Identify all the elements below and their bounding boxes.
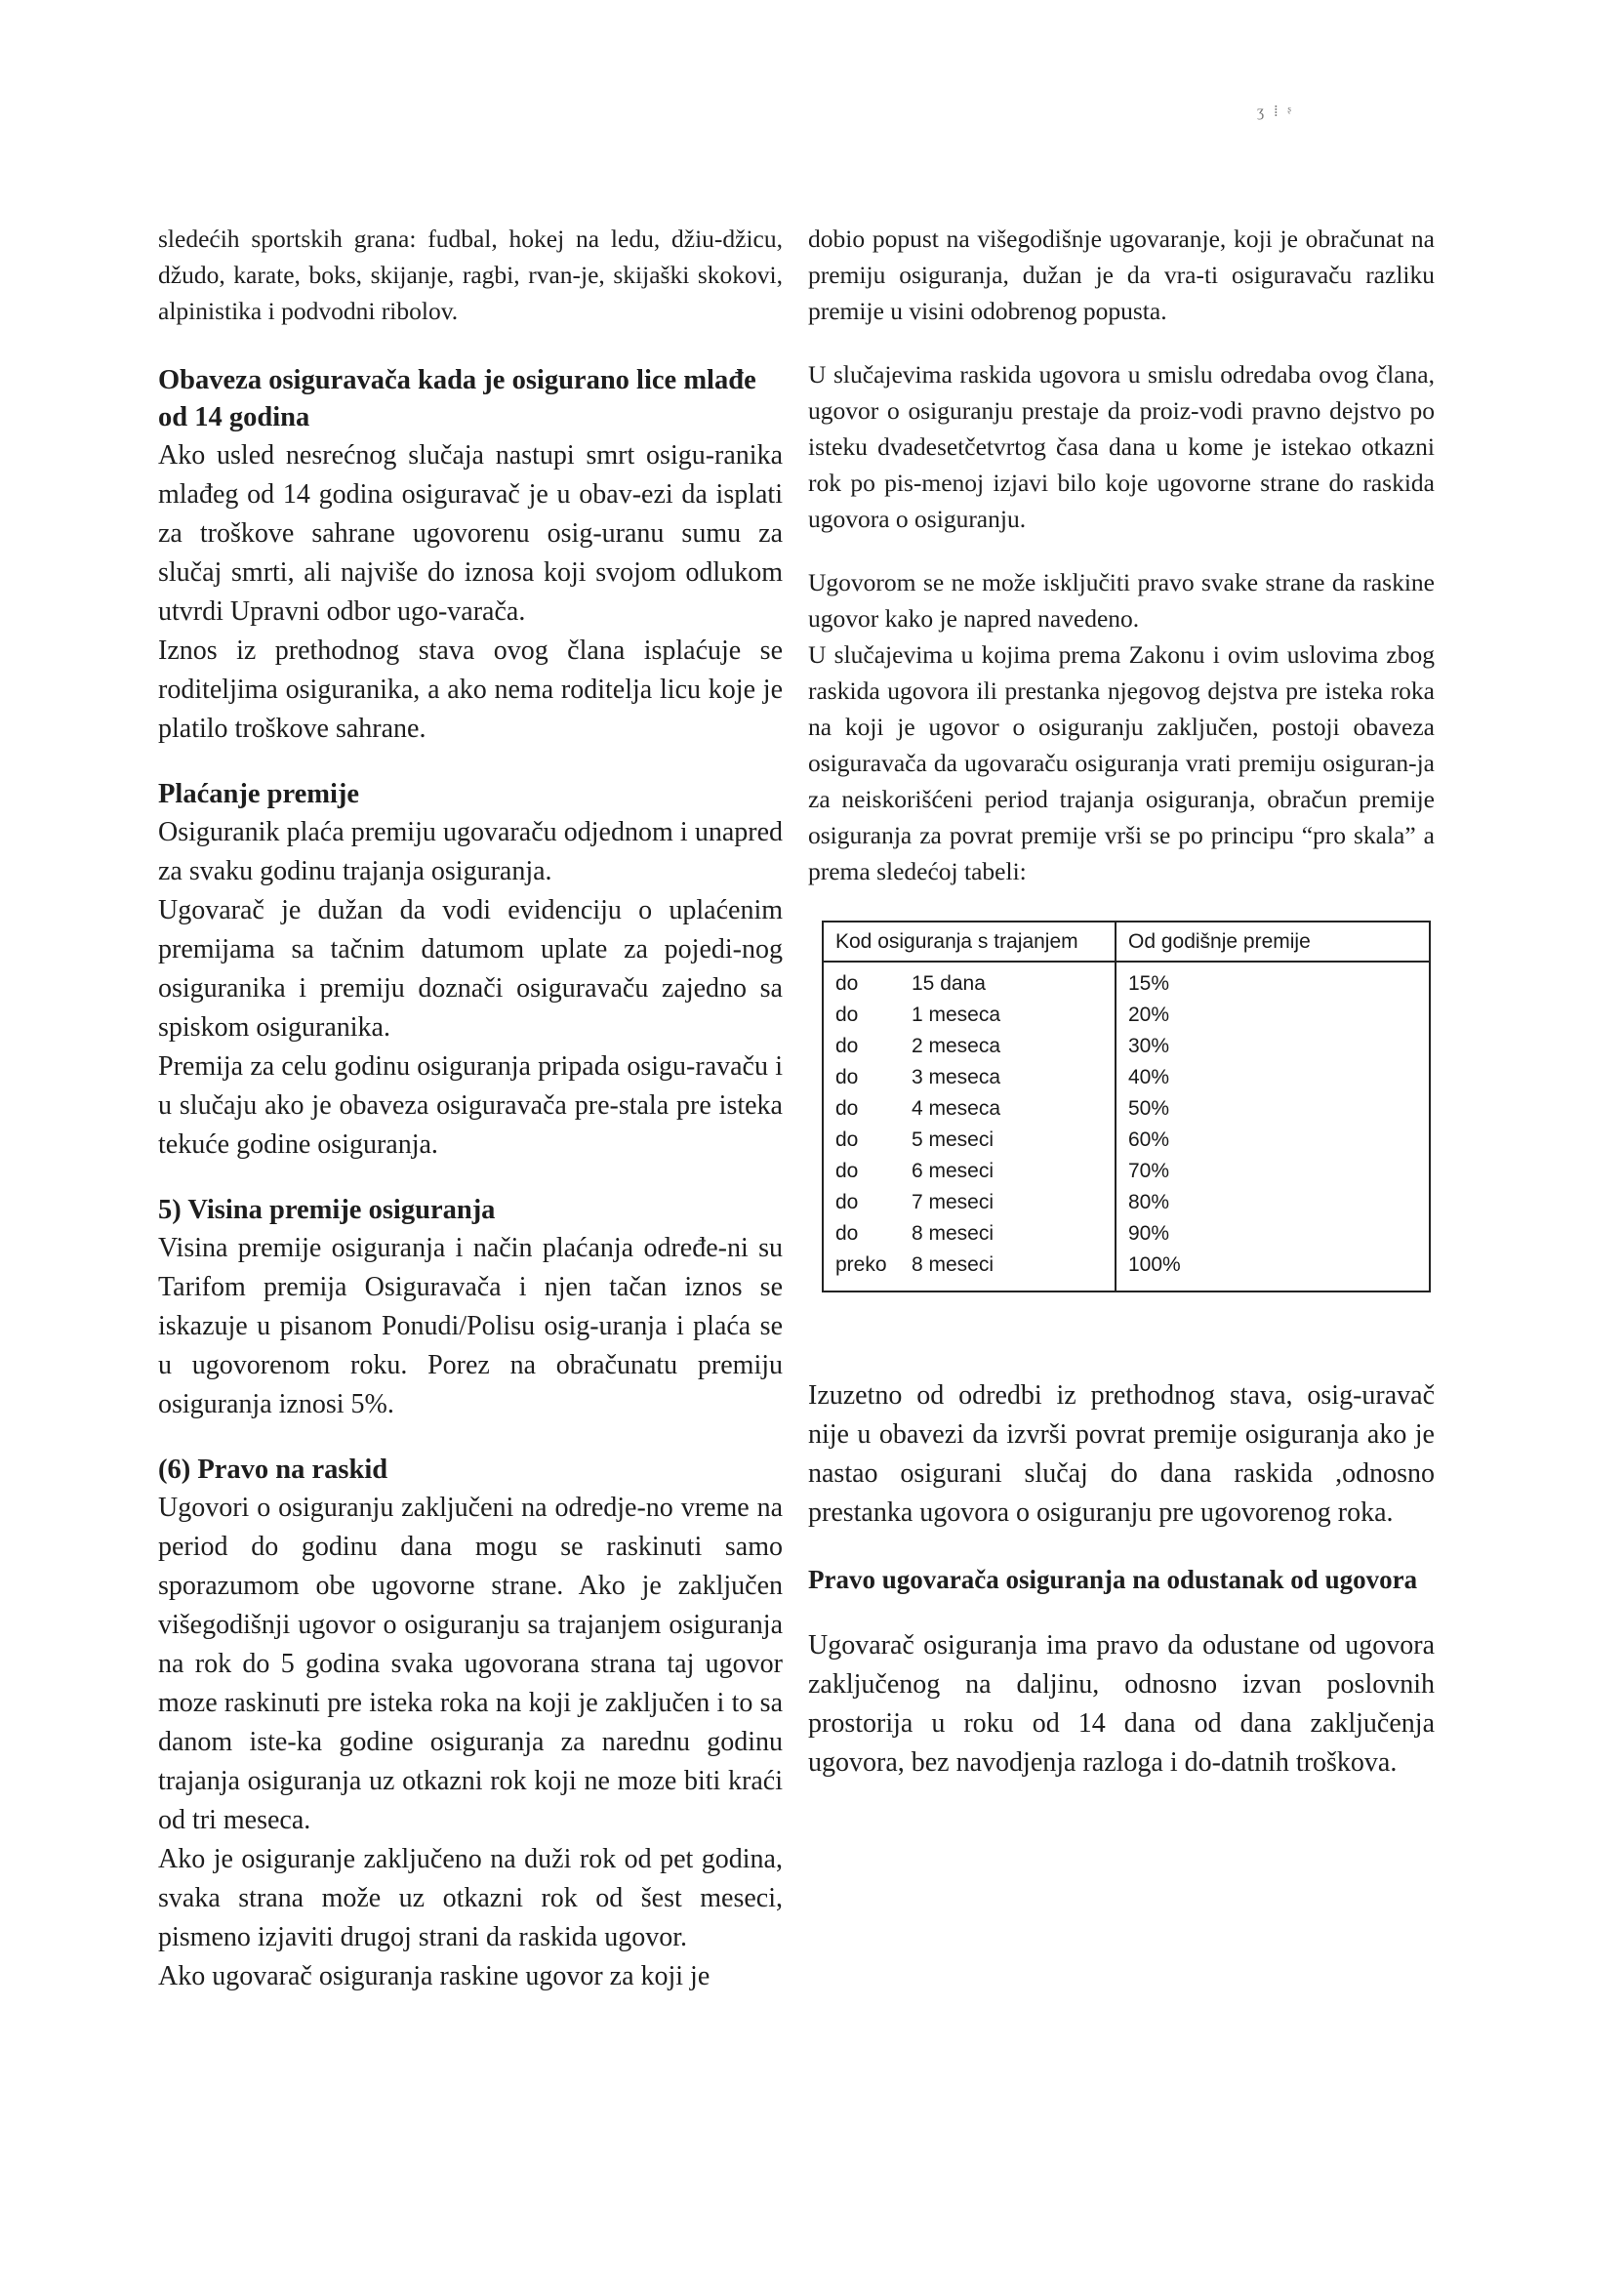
percent-value: 70% [1128,1160,1170,1182]
paragraph-termination-1: Ugovori o osiguranju zaključeni na odredje-no vreme na period do godinu dana mogu se raskinuti samo sporazumom obe ugovorne strane. Ako je zaključen višegodišnji ugovor o osiguranju sa trajanjem osiguranja na rok do 5 godina svaka ugovorana strana taj ugovor moze raskinuti pre isteka roka na koji je zaključen i to sa danom iste-ka godine osiguranja za narednu godinu trajanja osiguranja uz otkazni rok koji ne moze biti kraći od tri meseca. [158,1493,783,1835]
paragraph-law-refund: U slučajevima u kojima prema Zakonu i ovim uslovima zbog raskida ugovora ili prestanka njegovog dejstva pre isteka roka na koji je ugovor o osiguranju zaključen, postoji obaveza osiguravača da ugovaraču osiguranja vrati premiju osiguran-ja za neiskorišćeni period trajanja osiguranja, obračun premije osiguranja za povrat premije vrši se po principu “pro skala” a prema sledećoj tabeli: [808,640,1435,885]
table-row: do 7 meseci [835,1191,995,1213]
heading-minor-insured: Obaveza osiguravača kada je osigurano lice mlađe od 14 godina [158,365,756,432]
percent-value: 50% [1128,1097,1170,1120]
paragraph-minor-payout: Iznos iz prethodnog stava ovog člana isplaćuje se roditeljima osiguranika, a ako nema roditelja licu koje je platilo troškove sahrane. [158,636,783,744]
refund-table-percent-cell [1116,962,1430,1292]
table-row: do 1 meseca [835,1004,1001,1026]
refund-table-header-percent: Od godišnje premije [1116,922,1430,962]
left-column [158,221,783,1996]
heading-premium-amount: 5) Visina premije osiguranja [158,1195,496,1225]
table-row: do 15 dana [835,972,986,995]
percent-value: 20% [1128,1004,1170,1026]
paragraph-minor-death: Ako usled nesrećnog slučaja nastupi smrt osigu-ranika mlađeg od 14 godina osiguravač je u obav-ezi da isplati za troškove sahrane ugovorenu osig-uranu sumu za slučaj smrti, ali najviše do iznosa koji svojom odlukom utvrdi Upravni odbor ugo-varača. [158,440,783,627]
heading-right-to-terminate: (6) Pravo na raskid [158,1455,388,1485]
paragraph-payment-2: Ugovarač je dužan da vodi evidenciju o uplaćenim premijama sa tačnim datumom uplate za pojedi-nog osiguranika i premiju doznači osiguravaču zajedno sa spiskom osiguranika. [158,895,783,1043]
paragraph-termination-cases: U slučajevima raskida ugovora u smislu odredaba ovog člana, ugovor o osiguranju prestaje da proiz-vodi pravno dejstvo po isteku dvadesetčetvrtog časa dana u kome je istekao otkazni rok po pis-menoj izjavi bilo koje ugovorne strane do raskida ugovora o osiguranju. [808,360,1435,533]
refund-table-duration-cell [823,962,1116,1292]
table-row: do 6 meseci [835,1160,995,1182]
paragraph-exclusion: Ugovorom se ne može isključiti pravo svake strane da raskine ugovor kako je napred navedeno. [808,568,1435,633]
percent-value: 80% [1128,1191,1170,1213]
table-row: do 2 meseca [835,1035,1001,1057]
paragraph-termination-2: Ako je osiguranje zaključeno na duži rok od pet godina, svaka strana može uz otkazni rok od šest meseci, pismeno izjaviti drugoj strani da raskida ugovor. [158,1844,783,1952]
paragraph-exception: Izuzetno od odredbi iz prethodnog stava, osig-uravač nije u obavezi da izvrši povrat premije osiguranja ako je nastao osigurani slučaj do dana raskida ,odnosno prestanka ugovora o osiguranju pre ugovorenog roka. [808,1380,1435,1528]
paragraph-termination-3: Ako ugovarač osiguranja raskine ugovor za koji je [158,1961,710,1991]
paragraph-sports: sledećih sportskih grana: fudbal, hokej na ledu, džiu-džicu, džudo, karate, boks, skijanje, ragbi, rvan-je, skijaški skokovi, alpinistika i podvodni ribolov. [158,225,783,325]
percent-value: 90% [1128,1222,1170,1245]
page-mark: ʒ ⁞ ᶳ [1257,103,1294,120]
table-row: do 4 meseca [835,1097,1001,1120]
paragraph-discount: dobio popust na višegodišnje ugovaranje, koji je obračunat na premiju osiguranja, dužan je da vra-ti osiguravaču razliku premije u visini odobrenog popusta. [808,225,1435,325]
table-row: do 8 meseci [835,1222,995,1245]
refund-table-body-row [823,962,1430,1292]
table-row: do 5 meseci [835,1128,995,1151]
heading-withdrawal: Pravo ugovarača osiguranja na odustanak od ugovora [808,1565,1418,1594]
percent-value: 60% [1128,1128,1170,1151]
refund-table-header-duration: Kod osiguranja s trajanjem [823,922,1116,962]
table-row: preko 8 meseci [835,1253,995,1276]
percent-value: 15% [1128,972,1170,995]
table-row: do 3 meseca [835,1066,1001,1088]
refund-table [822,921,1431,1292]
heading-premium-payment: Plaćanje premije [158,779,360,809]
paragraph-payment-1: Osiguranik plaća premiju ugovaraču odjednom i unapred za svaku godinu trajanja osiguranja. [158,817,783,886]
right-column [808,221,1435,1783]
refund-table-header-row [823,922,1430,962]
paragraph-withdrawal: Ugovarač osiguranja ima pravo da odustane od ugovora zaključenog na daljinu, odnosno izvan poslovnih prostorija u roku od 14 dana od dana zaključenja ugovora, bez navodjenja razloga i do-datnih troškova. [808,1630,1435,1778]
percent-value: 30% [1128,1035,1170,1057]
percent-value: 100% [1128,1253,1181,1276]
paragraph-payment-3: Premija za celu godinu osiguranja pripada osigu-ravaču i u slučaju ako je obaveza osiguravača pre-stala pre isteka tekuće godine osiguranja. [158,1051,783,1160]
percent-value: 40% [1128,1066,1170,1088]
paragraph-premium-amount: Visina premije osiguranja i način plaćanja određe-ni su Tarifom premija Osiguravača i njen tačan iznos se iskazuje u pisanom Ponudi/Polisu osig-uranja i plaća se u ugovorenom roku. Porez na obračunatu premiju osiguranja iznosi 5%. [158,1233,783,1419]
